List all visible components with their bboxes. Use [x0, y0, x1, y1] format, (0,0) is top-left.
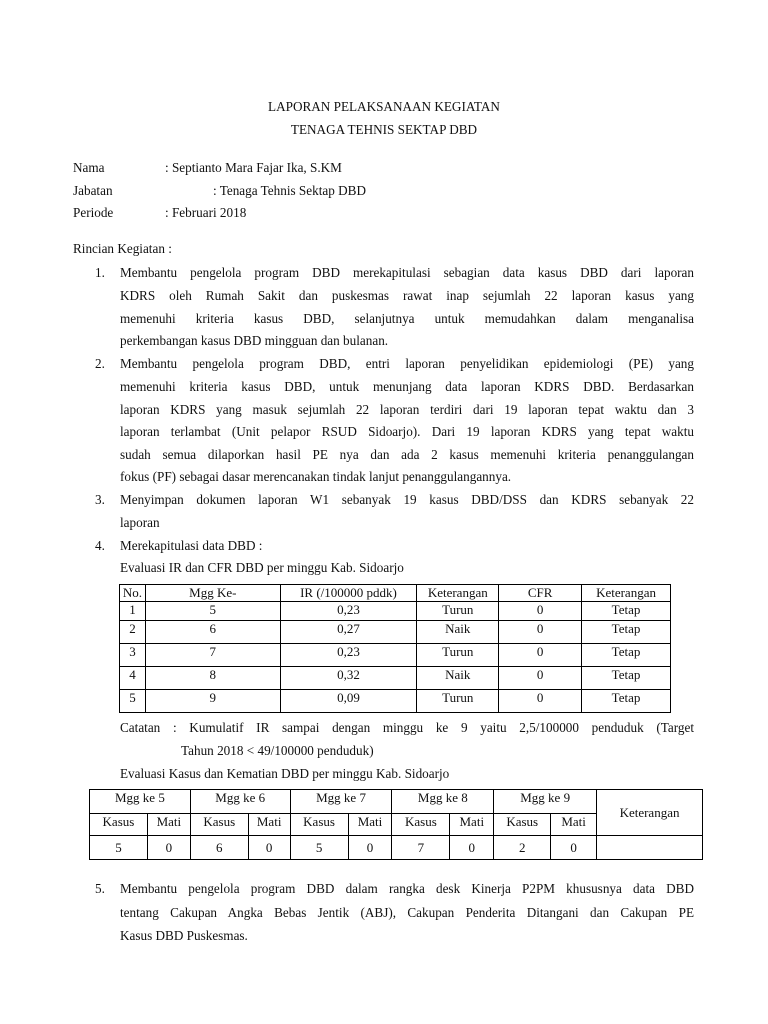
table-cell: 0 — [499, 621, 582, 644]
catatan-line: Tahun 2018 < 49/100000 penduduk) — [181, 743, 374, 758]
item-2-line: laporan terlambat (Unit pelapor RSUD Sidoarjo). Dari 19 laporan KDRS yang tepat waktu — [120, 424, 694, 439]
item-3-line: laporan — [120, 515, 160, 530]
table-cell: 0,23 — [280, 602, 417, 621]
table-cell: 0,27 — [280, 621, 417, 644]
kasus-header: Kasus — [190, 814, 248, 836]
table-header-cell: Keterangan — [582, 585, 671, 602]
table-cell: 6 — [190, 836, 248, 860]
week-header: Mgg ke 7 — [290, 790, 392, 814]
table-cell: 5 — [290, 836, 348, 860]
item-3-line: Menyimpan dokumen laporan W1 sebanyak 19 kasus DBD/DSS dan KDRS sebanyak 22 — [120, 492, 694, 507]
kasus-kematian-table — [89, 789, 703, 860]
table-cell: 6 — [145, 621, 280, 644]
table-cell: 0 — [248, 836, 290, 860]
table-cell: 0,23 — [280, 644, 417, 667]
table-cell: 0 — [499, 690, 582, 713]
table-cell: Naik — [417, 667, 499, 690]
table-cell: Naik — [417, 621, 499, 644]
table-cell: 3 — [120, 644, 146, 667]
report-subtitle: TENAGA TEHNIS SEKTAP DBD — [290, 122, 478, 137]
kasus-header: Kasus — [290, 814, 348, 836]
table-cell: 0 — [499, 602, 582, 621]
item-2-line: Membantu pengelola program DBD, entri laporan penyelidikan epidemiologi (PE) yang — [120, 356, 694, 371]
table-cell: Turun — [417, 644, 499, 667]
table-cell: Turun — [417, 690, 499, 713]
table-cell: Tetap — [582, 602, 671, 621]
table-cell: 0 — [499, 667, 582, 690]
table-row — [120, 644, 671, 667]
table-row — [120, 667, 671, 690]
table-cell: 7 — [145, 644, 280, 667]
jabatan-label: Jabatan — [73, 183, 113, 198]
week-header: Mgg ke 8 — [392, 790, 494, 814]
item-number: 5. — [95, 881, 105, 896]
item-number: 1. — [95, 265, 105, 280]
jabatan-value: : Tenaga Tehnis Sektap DBD — [213, 183, 366, 198]
table-header-cell: IR (/100000 pddk) — [280, 585, 417, 602]
table-cell: 0 — [147, 836, 190, 860]
item-2-line: sudah semua dilaporkan hasil PE nya dan ada 2 kasus memenuhi kriteria penanggulangan — [120, 447, 694, 462]
table-cell: Tetap — [582, 667, 671, 690]
table-cell: Tetap — [582, 690, 671, 713]
mati-header: Mati — [450, 814, 494, 836]
item-4-title: Merekapitulasi data DBD : — [120, 538, 263, 553]
keterangan-cell — [597, 836, 703, 860]
table-row — [120, 602, 671, 621]
item-2-line: laporan KDRS yang masuk sejumlah 22 laporan terdiri dari 19 laporan tepat waktu dan 3 — [120, 402, 694, 417]
item-1-line: perkembangan kasus DBD mingguan dan bulanan. — [120, 333, 389, 348]
table-cell: 9 — [145, 690, 280, 713]
table-cell: Tetap — [582, 621, 671, 644]
periode-label: Periode — [73, 205, 114, 220]
mati-header: Mati — [348, 814, 392, 836]
ir-cfr-table — [119, 584, 671, 713]
item-5-line: Membantu pengelola program DBD dalam rangka desk Kinerja P2PM khususnya data DBD — [120, 881, 694, 896]
report-title: LAPORAN PELAKSANAAN KEGIATAN — [268, 99, 500, 114]
week-header: Mgg ke 5 — [90, 790, 191, 814]
table-header-cell: No. — [120, 585, 146, 602]
periode-value: : Februari 2018 — [165, 205, 247, 220]
item-1-line: memenuhi kriteria kasus DBD, selanjutnya untuk memudahkan dalam menganalisa — [120, 311, 694, 326]
item-5-line: tentang Cakupan Angka Bebas Jentik (ABJ), Cakupan Penderita Ditangani dan Cakupan PE — [120, 905, 694, 920]
table-cell: 0,09 — [280, 690, 417, 713]
item-1-line: KDRS oleh Rumah Sakit dan puskesmas rawat inap sejumlah 22 laporan kasus yang — [120, 288, 694, 303]
mati-header: Mati — [248, 814, 290, 836]
table-row — [120, 690, 671, 713]
table-cell: 0 — [450, 836, 494, 860]
item-1-line: Membantu pengelola program DBD merekapitulasi sebagian data kasus DBD dari laporan — [120, 265, 694, 280]
table-cell: Tetap — [582, 644, 671, 667]
catatan-line: Catatan : Kumulatif IR sampai dengan minggu ke 9 yaitu 2,5/100000 penduduk (Target — [120, 720, 694, 735]
kasus-header: Kasus — [392, 814, 450, 836]
table-cell: 2 — [494, 836, 551, 860]
week-header: Mgg ke 6 — [190, 790, 290, 814]
nama-label: Nama — [73, 160, 105, 175]
table-cell: 4 — [120, 667, 146, 690]
table-cell: 0,32 — [280, 667, 417, 690]
table-cell: Turun — [417, 602, 499, 621]
kasus-header: Kasus — [90, 814, 148, 836]
table-cell: 0 — [348, 836, 392, 860]
table-cell: 5 — [145, 602, 280, 621]
table-header-cell: Keterangan — [417, 585, 499, 602]
item-2-line: fokus (PF) sebagai dasar merencanakan tindak lanjut penanggulangannya. — [120, 469, 512, 484]
table-header-row — [90, 790, 703, 814]
mati-header: Mati — [147, 814, 190, 836]
table1-caption: Evaluasi IR dan CFR DBD per minggu Kab. Sidoarjo — [120, 560, 404, 575]
item-2-line: memenuhi kriteria kasus DBD, untuk menunjang data laporan KDRS DBD. Berdasarkan — [120, 379, 694, 394]
table-row — [120, 621, 671, 644]
week-header: Mgg ke 9 — [494, 790, 597, 814]
table-header-row — [120, 585, 671, 602]
table-header-cell: CFR — [499, 585, 582, 602]
table-cell: 5 — [120, 690, 146, 713]
table2-caption: Evaluasi Kasus dan Kematian DBD per minggu Kab. Sidoarjo — [120, 766, 450, 781]
table-cell: 0 — [499, 644, 582, 667]
item-number: 2. — [95, 356, 105, 371]
keterangan-header: Keterangan — [597, 790, 703, 836]
table-cell: 0 — [551, 836, 597, 860]
table-row — [90, 836, 703, 860]
item-number: 3. — [95, 492, 105, 507]
nama-value: : Septianto Mara Fajar Ika, S.KM — [165, 160, 342, 175]
kasus-header: Kasus — [494, 814, 551, 836]
mati-header: Mati — [551, 814, 597, 836]
table-cell: 8 — [145, 667, 280, 690]
table-cell: 5 — [90, 836, 148, 860]
table-cell: 2 — [120, 621, 146, 644]
table-cell: 1 — [120, 602, 146, 621]
table-cell: 7 — [392, 836, 450, 860]
item-5-line: Kasus DBD Puskesmas. — [120, 928, 248, 943]
rincian-heading: Rincian Kegiatan : — [73, 241, 172, 256]
table-header-cell: Mgg Ke- — [145, 585, 280, 602]
item-number: 4. — [95, 538, 105, 553]
